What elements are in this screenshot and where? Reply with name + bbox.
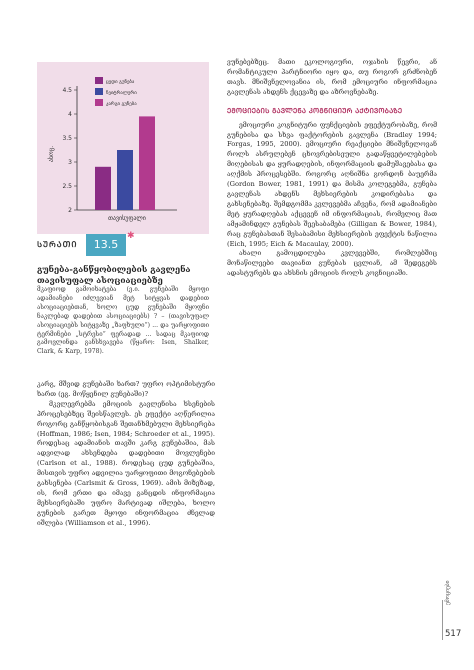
right-paragraph-3: ახალი გამოცდილება კვლევებში, რომლებშიც მონაწილეები თავიანთ გუნებას ცვლიან, ამ შედეგებს ადასტურებს და ახსნის ემოციის როლს კოგნიციაში. — [227, 249, 437, 278]
y-tick-label: 4 — [68, 111, 72, 118]
left-column — [37, 380, 215, 529]
legend-swatch-3 — [95, 99, 103, 106]
figure-caption-row — [37, 231, 209, 256]
figure-panel — [37, 62, 209, 234]
bar-1 — [95, 167, 111, 210]
legend-label-1: ცუდი გუნება — [106, 80, 135, 85]
sidebar-divider — [442, 600, 443, 640]
legend-swatch-1 — [95, 77, 103, 84]
figure-title: გუნება-განწყობილების გავლენა თავისუფალ ასოციაციებზე — [37, 264, 191, 285]
bar-2 — [117, 150, 133, 210]
section-heading: ᲔᲛᲝᲪᲘᲔᲑᲘᲡ ᲒᲐᲕᲚᲔᲜᲐ ᲙᲝᲒᲜᲘᲪᲘᲣᲠ ᲐᲥᲢᲘᲕᲝᲑᲐᲖᲔ — [227, 106, 403, 115]
y-tick-label: 4.5 — [62, 87, 72, 94]
bar-3 — [139, 116, 155, 210]
star-icon: ✱ — [127, 231, 135, 241]
bar-chart — [37, 62, 209, 234]
y-axis-label: ასოც. — [48, 145, 55, 163]
left-paragraph-1: კარგ, მშვიდ გუნებაში ხართ? უფრო ოპტიმისტური ხართ (ეგ. მოწყენილ გუნებაში)? — [37, 380, 215, 398]
left-paragraph-2: მკვლევრებმა ემოციის გავლენისა ხსენების პროცესებზეც შეისწავლეს. ეს ეფექტი აღწერილია როგორც განწყობისგან შეთანხმებული მეხსიერება (Hoffman, 1986; Isen, 1984; Schroeder et al., 1995). როდესაც ადამიანის თავში კარგ გუნებაშია, მას ადვილად ახსენდება დადებითი მოვლენები (Carlson et al., 1988). როდესაც ცუდ გუნებაშია, მისთვის უფრო ადვილია უარყოფითი მოგონებების გახსენება (Carlsmit & Gross, 1969). ამის მიზეზად, ის, რომ ერთი და იმავე განცდის ინფორმაცია მეხსიერებაში უფრო მარტივად იშლება, ხოლო გუნების გარეთ მყოფი ინფორმაცია ძნელად იშლება (Williamson et al., 1996). — [37, 399, 215, 527]
legend-label-3: კარგი გუნება — [106, 102, 137, 107]
legend-label-2: ნეიტრალური — [106, 91, 137, 96]
y-tick-label: 3 — [68, 159, 72, 166]
y-tick-label: 2 — [68, 207, 72, 214]
x-axis-label: თავისუფალი — [108, 215, 146, 222]
right-paragraph-2: ემოციური კოგნიტური ფუნქციების ეფექტურობაზე, რომ გუნებისა და სხვა ფაქტორების გავლენა (Bradley 1994; Forgas, 1995, 2000). ემოციური რეაქციები მნიშვნელოვან როლს ასრულებენ ცხოვრებისეული გადაწყვეტილებების მიღებისას და ყურადღების, ინფორმაციის დამუშავებასა და აღქმის პროცესებში. როგორც აღნიშნა გორდონ ბაუერმა (Gordon Bower, 1981, 1991) და მისმა კოლეგებმა, გუნება გავლენას ახდენს მეხსიერების კოდირებასა და გახსენებაზე. შემდგომმა კვლევებმა აჩვენა, რომ ადამიანები მეტ ყურადღებას აქცევენ იმ ინფორმაციას, რომელიც მათ ამჟამინდელ გუნებას შეესაბამება (Gilligan & Bower, 1984), რაც გუნებასთან შესაბამისი მეხსიერების ეფექტის ნაწილია (Eich, 1995; Eich & Macaulay, 2000). — [227, 120, 437, 248]
right-column — [227, 58, 437, 279]
page-number: 517 — [445, 629, 462, 639]
figure-label: ᲡᲣᲠᲐᲗᲘ — [37, 239, 78, 249]
right-paragraph-1: ვუნებებზეც. მათი ეკოლოგიური, ოჯახის წევრი, ან რომანტიკული პარტნიორი იყო და, თუ როგორ გრძნობენ თავს. მნიშვნელოვანია ის, რომ ემოციური ინფორმაცია გავლენას ახდენს ქცევაზე და აზროვნებაზე. — [227, 58, 437, 96]
y-tick-label: 2.5 — [62, 183, 72, 190]
chapter-sidebar-label: ემოციები — [445, 580, 451, 605]
legend-swatch-2 — [95, 88, 103, 95]
figure-number-badge: 13.5 — [86, 234, 126, 256]
figure-caption: მკაფიოდ გამოიხატება (ე.ი. გუნებაში მყოფი ადამიანები იძლევიან მეტ სიტყვას დადებით ასოციაციებთან, ხოლო ცუდ გუნებაში მყოფნი ნაკლებად დადებით ასოციაციებს) ? – (თავისუფალ ასოციაციებს სიტყვაზე „ზაფხული“) ... და უარყოფითი ტერმინები „სტრესი“ ფერადად ... სადაც მკაფიოდ გამოვლინდა განსხვავება (წყარო: Isen, Shalker, Clark, & Karp, 1978). — [37, 286, 209, 356]
y-tick-label: 3.5 — [62, 135, 72, 142]
